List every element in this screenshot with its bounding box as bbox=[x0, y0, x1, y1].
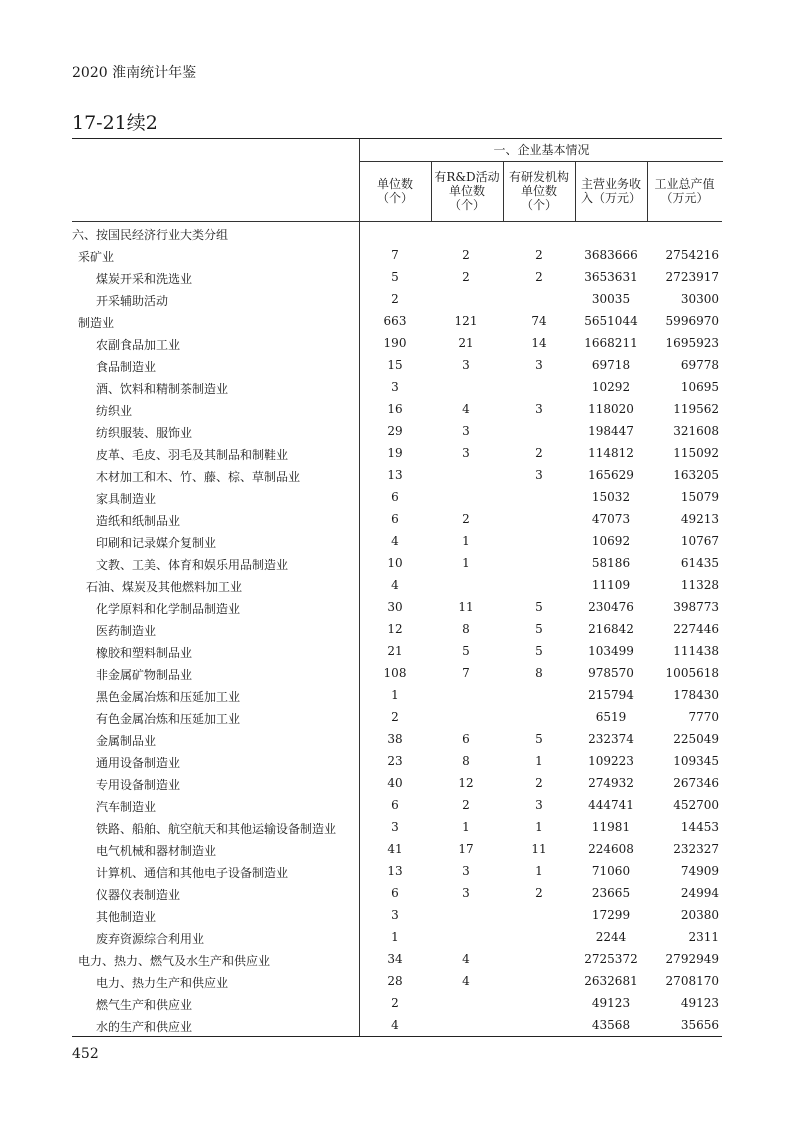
row-value: 1 bbox=[391, 688, 399, 702]
row-value: 163205 bbox=[673, 468, 719, 482]
table-row bbox=[72, 1014, 722, 1036]
row-value: 3 bbox=[391, 908, 399, 922]
row-value: 35656 bbox=[680, 1018, 719, 1032]
table-row bbox=[72, 508, 722, 530]
table-row bbox=[72, 970, 722, 992]
table-row bbox=[72, 772, 722, 794]
row-value: 19 bbox=[387, 446, 403, 460]
table-row bbox=[72, 310, 722, 332]
table-row bbox=[72, 398, 722, 420]
row-value: 3 bbox=[462, 886, 470, 900]
row-label: 开采辅助活动 bbox=[96, 294, 169, 308]
row-value: 663 bbox=[383, 314, 407, 328]
row-value: 1668211 bbox=[584, 336, 638, 350]
row-value: 15032 bbox=[591, 490, 631, 504]
table-row bbox=[72, 926, 722, 948]
row-value: 6 bbox=[391, 490, 399, 504]
row-value: 8 bbox=[462, 622, 470, 636]
row-value: 8 bbox=[462, 754, 470, 768]
row-value: 5996970 bbox=[665, 314, 719, 328]
row-label: 皮革、毛皮、羽毛及其制品和制鞋业 bbox=[96, 448, 289, 462]
table-row bbox=[72, 860, 722, 882]
row-value: 4 bbox=[462, 402, 470, 416]
row-label: 汽车制造业 bbox=[96, 800, 157, 814]
row-label: 文教、工美、体育和娱乐用品制造业 bbox=[96, 558, 289, 572]
row-value: 232327 bbox=[673, 842, 719, 856]
row-label: 其他制造业 bbox=[96, 910, 157, 924]
table-row bbox=[72, 552, 722, 574]
row-value: 4 bbox=[462, 952, 470, 966]
row-value: 3 bbox=[462, 424, 470, 438]
row-value: 2 bbox=[535, 776, 543, 790]
row-value: 7 bbox=[391, 248, 399, 262]
row-value: 1695923 bbox=[665, 336, 719, 350]
row-value: 28 bbox=[387, 974, 403, 988]
row-value: 16 bbox=[387, 402, 403, 416]
row-value: 2 bbox=[535, 248, 543, 262]
row-value: 2754216 bbox=[665, 248, 719, 262]
row-value: 21 bbox=[387, 644, 403, 658]
table-row bbox=[72, 486, 722, 508]
row-value: 11109 bbox=[591, 578, 631, 592]
row-value: 38 bbox=[387, 732, 403, 746]
row-value: 5 bbox=[462, 644, 470, 658]
row-value: 10292 bbox=[591, 380, 631, 394]
row-value: 6 bbox=[391, 886, 399, 900]
row-label: 铁路、船舶、航空航天和其他运输设备制造业 bbox=[96, 822, 337, 836]
row-value: 398773 bbox=[673, 600, 719, 614]
row-value: 2 bbox=[462, 248, 470, 262]
row-value: 5 bbox=[535, 644, 543, 658]
row-label: 非金属矿物制品业 bbox=[96, 668, 193, 682]
row-label: 医药制造业 bbox=[96, 624, 157, 638]
table-row bbox=[72, 816, 722, 838]
row-label: 农副食品加工业 bbox=[96, 338, 181, 352]
row-value: 216842 bbox=[588, 622, 634, 636]
row-value: 30035 bbox=[591, 292, 631, 306]
row-value: 69778 bbox=[680, 358, 719, 372]
row-value: 3 bbox=[462, 358, 470, 372]
row-value: 3 bbox=[535, 798, 543, 812]
row-value: 3 bbox=[391, 380, 399, 394]
row-value: 119562 bbox=[673, 402, 719, 416]
table-row bbox=[72, 420, 722, 442]
table-row bbox=[72, 574, 722, 596]
row-value: 3 bbox=[535, 468, 543, 482]
table-row bbox=[72, 464, 722, 486]
row-value: 198447 bbox=[588, 424, 634, 438]
row-label: 石油、煤炭及其他燃料加工业 bbox=[86, 580, 243, 594]
table-row bbox=[72, 882, 722, 904]
row-value: 21 bbox=[458, 336, 474, 350]
row-value: 5 bbox=[535, 622, 543, 636]
row-value: 321608 bbox=[673, 424, 719, 438]
row-value: 13 bbox=[387, 468, 403, 482]
table-row bbox=[72, 684, 722, 706]
table-row bbox=[72, 266, 722, 288]
row-value: 3 bbox=[462, 446, 470, 460]
row-value: 7770 bbox=[688, 710, 719, 724]
row-value: 1 bbox=[535, 864, 543, 878]
row-value: 49213 bbox=[680, 512, 719, 526]
row-value: 111438 bbox=[673, 644, 719, 658]
row-value: 5 bbox=[391, 270, 399, 284]
table-row bbox=[72, 904, 722, 926]
table-row bbox=[72, 728, 722, 750]
row-value: 7 bbox=[462, 666, 470, 680]
table-row bbox=[72, 222, 722, 244]
table-row bbox=[72, 640, 722, 662]
row-value: 109223 bbox=[588, 754, 634, 768]
row-value: 30 bbox=[387, 600, 403, 614]
row-value: 2 bbox=[391, 292, 399, 306]
row-label: 酒、饮料和精制茶制造业 bbox=[96, 382, 229, 396]
row-value: 3 bbox=[535, 402, 543, 416]
row-value: 2 bbox=[535, 270, 543, 284]
row-label: 仪器仪表制造业 bbox=[96, 888, 181, 902]
row-value: 6519 bbox=[595, 710, 627, 724]
row-value: 5651044 bbox=[584, 314, 638, 328]
row-label: 黑色金属冶炼和压延加工业 bbox=[96, 690, 241, 704]
row-label: 食品制造业 bbox=[96, 360, 157, 374]
row-value: 69718 bbox=[591, 358, 631, 372]
row-value: 1 bbox=[391, 930, 399, 944]
row-value: 115092 bbox=[673, 446, 719, 460]
row-value: 14453 bbox=[680, 820, 719, 834]
row-label: 印刷和记录媒介复制业 bbox=[96, 536, 217, 550]
row-value: 14 bbox=[531, 336, 547, 350]
row-value: 13 bbox=[387, 864, 403, 878]
row-value: 47073 bbox=[591, 512, 631, 526]
table-row bbox=[72, 376, 722, 398]
row-value: 2 bbox=[391, 710, 399, 724]
table-row bbox=[72, 948, 722, 970]
yearbook-title: 2020 淮南统计年鉴 bbox=[72, 65, 197, 81]
row-value: 225049 bbox=[673, 732, 719, 746]
row-value: 3 bbox=[462, 864, 470, 878]
row-value: 215794 bbox=[588, 688, 634, 702]
row-value: 49123 bbox=[591, 996, 631, 1010]
row-value: 2244 bbox=[595, 930, 627, 944]
row-value: 3 bbox=[391, 820, 399, 834]
row-value: 3653631 bbox=[584, 270, 638, 284]
row-value: 3 bbox=[535, 358, 543, 372]
column-header-units: 单位数 （个） bbox=[376, 177, 413, 205]
table-row bbox=[72, 992, 722, 1014]
row-value: 2 bbox=[535, 886, 543, 900]
row-value: 5 bbox=[535, 732, 543, 746]
table-row bbox=[72, 750, 722, 772]
row-value: 978570 bbox=[588, 666, 634, 680]
row-value: 15079 bbox=[680, 490, 719, 504]
row-value: 24994 bbox=[680, 886, 719, 900]
row-label: 六、按国民经济行业大类分组 bbox=[72, 228, 229, 242]
row-label: 电力、热力生产和供应业 bbox=[96, 976, 229, 990]
row-value: 43568 bbox=[591, 1018, 631, 1032]
row-value: 267346 bbox=[673, 776, 719, 790]
row-value: 40 bbox=[387, 776, 403, 790]
row-value: 10692 bbox=[591, 534, 631, 548]
table-row bbox=[72, 794, 722, 816]
row-value: 11 bbox=[531, 842, 547, 856]
row-value: 2632681 bbox=[584, 974, 638, 988]
row-label: 水的生产和供应业 bbox=[96, 1020, 193, 1034]
table-row bbox=[72, 244, 722, 266]
row-value: 165629 bbox=[588, 468, 634, 482]
table-row bbox=[72, 838, 722, 860]
row-value: 6 bbox=[391, 798, 399, 812]
row-value: 103499 bbox=[588, 644, 634, 658]
group-header: 一、企业基本情况 bbox=[359, 139, 723, 162]
row-value: 2 bbox=[462, 798, 470, 812]
row-value: 12 bbox=[387, 622, 403, 636]
row-label: 废弃资源综合利用业 bbox=[96, 932, 205, 946]
row-label: 家具制造业 bbox=[96, 492, 157, 506]
row-value: 108 bbox=[383, 666, 407, 680]
column-header-main-revenue: 主营业务收 入（万元） bbox=[580, 177, 641, 205]
row-value: 10695 bbox=[680, 380, 719, 394]
row-value: 452700 bbox=[673, 798, 719, 812]
row-label: 计算机、通信和其他电子设备制造业 bbox=[96, 866, 289, 880]
row-value: 58186 bbox=[591, 556, 631, 570]
row-value: 232374 bbox=[588, 732, 634, 746]
row-value: 114812 bbox=[588, 446, 634, 460]
table-row bbox=[72, 596, 722, 618]
row-label: 电力、热力、燃气及水生产和供应业 bbox=[78, 954, 271, 968]
row-value: 190 bbox=[383, 336, 407, 350]
row-value: 178430 bbox=[673, 688, 719, 702]
row-value: 17299 bbox=[591, 908, 631, 922]
table-bottom-rule bbox=[72, 1036, 722, 1037]
row-label: 橡胶和塑料制品业 bbox=[96, 646, 193, 660]
row-value: 23 bbox=[387, 754, 403, 768]
row-value: 2725372 bbox=[584, 952, 638, 966]
row-value: 230476 bbox=[588, 600, 634, 614]
row-label: 有色金属冶炼和压延加工业 bbox=[96, 712, 241, 726]
table-row bbox=[72, 530, 722, 552]
row-value: 10767 bbox=[680, 534, 719, 548]
row-value: 4 bbox=[462, 974, 470, 988]
row-value: 1 bbox=[462, 556, 470, 570]
row-value: 4 bbox=[391, 578, 399, 592]
row-value: 61435 bbox=[680, 556, 719, 570]
row-value: 17 bbox=[458, 842, 474, 856]
row-label: 木材加工和木、竹、藤、棕、草制品业 bbox=[96, 470, 301, 484]
row-value: 71060 bbox=[591, 864, 631, 878]
row-value: 74 bbox=[531, 314, 547, 328]
row-value: 4 bbox=[391, 1018, 399, 1032]
table-row bbox=[72, 662, 722, 684]
row-value: 121 bbox=[454, 314, 478, 328]
row-value: 118020 bbox=[588, 402, 634, 416]
row-value: 2 bbox=[535, 446, 543, 460]
row-value: 224608 bbox=[588, 842, 634, 856]
row-value: 109345 bbox=[673, 754, 719, 768]
row-value: 274932 bbox=[588, 776, 634, 790]
row-value: 6 bbox=[391, 512, 399, 526]
row-value: 1 bbox=[462, 534, 470, 548]
row-label: 电气机械和器材制造业 bbox=[96, 844, 217, 858]
row-label: 纺织业 bbox=[96, 404, 133, 418]
table-number: 17-21续2 bbox=[72, 112, 158, 134]
row-value: 1 bbox=[535, 820, 543, 834]
row-label: 纺织服装、服饰业 bbox=[96, 426, 193, 440]
row-value: 1 bbox=[462, 820, 470, 834]
row-label: 通用设备制造业 bbox=[96, 756, 181, 770]
row-label: 制造业 bbox=[78, 316, 115, 330]
row-value: 5 bbox=[535, 600, 543, 614]
row-value: 1005618 bbox=[665, 666, 719, 680]
row-value: 2 bbox=[462, 270, 470, 284]
row-value: 2 bbox=[391, 996, 399, 1010]
row-label: 化学原料和化学制品制造业 bbox=[96, 602, 241, 616]
row-value: 15 bbox=[387, 358, 403, 372]
row-value: 4 bbox=[391, 534, 399, 548]
row-value: 30300 bbox=[680, 292, 719, 306]
row-value: 29 bbox=[387, 424, 403, 438]
row-value: 1 bbox=[535, 754, 543, 768]
column-header-rd-units: 有R&D活动 单位数 （个） bbox=[434, 170, 500, 212]
table-body bbox=[72, 222, 722, 1036]
row-value: 2 bbox=[462, 512, 470, 526]
row-value: 2792949 bbox=[665, 952, 719, 966]
row-label: 专用设备制造业 bbox=[96, 778, 181, 792]
page-number: 452 bbox=[72, 1046, 99, 1062]
row-label: 煤炭开采和洗选业 bbox=[96, 272, 193, 286]
row-value: 444741 bbox=[588, 798, 634, 812]
row-label: 采矿业 bbox=[78, 250, 115, 264]
row-value: 23665 bbox=[591, 886, 631, 900]
row-label: 金属制品业 bbox=[96, 734, 157, 748]
column-header-gross-output: 工业总产值 （万元） bbox=[654, 177, 715, 205]
row-value: 20380 bbox=[680, 908, 719, 922]
row-value: 34 bbox=[387, 952, 403, 966]
table-row bbox=[72, 332, 722, 354]
table-row bbox=[72, 442, 722, 464]
table-row bbox=[72, 288, 722, 310]
row-value: 227446 bbox=[673, 622, 719, 636]
row-value: 12 bbox=[458, 776, 474, 790]
row-value: 74909 bbox=[680, 864, 719, 878]
row-value: 11981 bbox=[591, 820, 631, 834]
table-row bbox=[72, 618, 722, 640]
row-value: 11 bbox=[458, 600, 474, 614]
row-label: 燃气生产和供应业 bbox=[96, 998, 193, 1012]
row-value: 10 bbox=[387, 556, 403, 570]
row-value: 41 bbox=[387, 842, 403, 856]
row-value: 11328 bbox=[680, 578, 719, 592]
row-value: 3683666 bbox=[584, 248, 638, 262]
row-value: 2311 bbox=[688, 930, 719, 944]
row-value: 6 bbox=[462, 732, 470, 746]
row-value: 8 bbox=[535, 666, 543, 680]
row-label: 造纸和纸制品业 bbox=[96, 514, 181, 528]
row-value: 2708170 bbox=[665, 974, 719, 988]
column-header-research-institutions: 有研发机构 单位数 （个） bbox=[508, 170, 569, 212]
table-row bbox=[72, 354, 722, 376]
table-row bbox=[72, 706, 722, 728]
row-value: 2723917 bbox=[665, 270, 719, 284]
row-value: 49123 bbox=[680, 996, 719, 1010]
